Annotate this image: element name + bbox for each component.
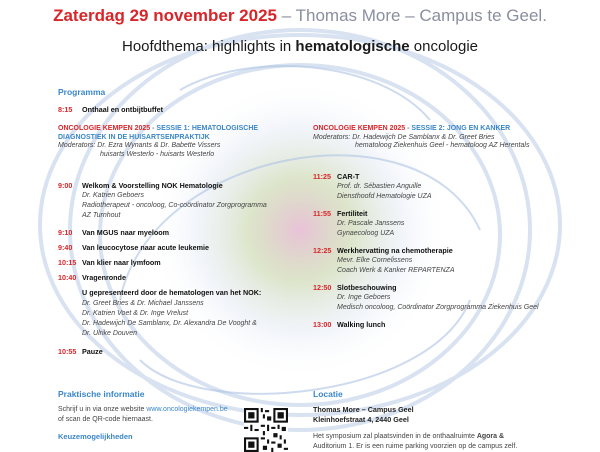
locatie-note: Het symposium zal plaatsvinden in de onthaalruimte Agora &: [313, 433, 505, 440]
locatie-note-line2: Auditorium 1. Er is een ruime parking voorzien op de campus zelf.: [313, 443, 518, 450]
session1-header: [58, 125, 258, 159]
praktisch-line2: of scan de QR-code hiernaast.: [58, 416, 153, 423]
locatie-name: Thomas More – Campus Geel: [313, 405, 414, 414]
s2-item-speaker: Prof. dr. Sébastien Anguille: [337, 183, 422, 190]
s1-speakers-line: Dr. Greet Bries & Dr. Michael Janssens: [82, 300, 204, 307]
s2-item-role: Coach Werk & Kanker REPARTENZA: [337, 267, 455, 274]
event-headline: [0, 6, 600, 26]
session2-moderators: Moderators: Dr. Hadewijch De Samblanx & Dr. Greet Bries: [313, 133, 495, 141]
s2-item-role: Medisch oncoloog, Coördinator Zorgprogramma Ziekenhuis Geel: [337, 304, 539, 311]
opening-time: 8:15: [58, 105, 73, 114]
s2-item-role: Diensthoofd Hematologie UZA: [337, 193, 432, 200]
session2-header: [313, 125, 529, 151]
session1-moderators-affil: huisarts Westerlo - huisarts Westerlo: [100, 150, 215, 158]
s1-speakers-line: Dr. Hadewijch De Samblanx, Dr. Alexandra De Vooght &: [82, 320, 257, 327]
session1-title-red: ONCOLOGIE KEMPEN 2025: [58, 125, 151, 132]
theme-prefix: Hoofdthema: highlights in: [121, 38, 296, 55]
theme-bold: hematologische: [295, 38, 410, 55]
s2-item-speaker: Mevr. Elke Cornelissens: [337, 257, 413, 264]
praktisch-title: Praktische informatie: [58, 389, 145, 399]
opening-text: Onthaal en ontbijtbuffet: [82, 105, 164, 114]
locatie-address: Kleinhoefstraat 4, 2440 Geel: [313, 415, 409, 424]
s1-item-affil: AZ Turnhout: [82, 212, 121, 219]
main-theme: [0, 38, 600, 55]
website-link[interactable]: www.oncologiekempen.be: [146, 406, 228, 413]
event-place: – Thomas More – Campus te Geel.: [277, 6, 547, 25]
session2-moderators-affil: hematoloog Ziekenhuis Geel - hematoloog AZ Herentals: [355, 142, 530, 149]
s1-speakers-line: Dr. Ulrike Douven: [82, 330, 137, 337]
qr-code-icon[interactable]: [244, 408, 288, 452]
s1-item-speaker: Dr. Katrien Geboers: [82, 192, 144, 199]
session2-title-red: ONCOLOGIE KEMPEN 2025: [313, 125, 406, 132]
keuze-title: Keuzemogelijkheden: [58, 432, 133, 441]
session1-moderators: Moderators: Dr. Ezra Wynants & Dr. Babette Vissers: [58, 142, 221, 149]
s2-item-role: Gynaecoloog UZA: [337, 230, 395, 237]
session2-title-rest: - SESSIE 2: JONG EN KANKER: [405, 125, 511, 132]
session1-title-rest: - SESSIE 1: HEMATOLOGISCHE: [150, 125, 259, 132]
praktisch-line1: Schrijf u in via onze website www.oncologiekempen.be: [58, 406, 228, 413]
s1-speakers-line: Dr. Katrien Voet & Dr. Inge Vrelust: [82, 310, 189, 317]
s1-item-role: Radiotherapeut - oncoloog, Co-coördinator Zorgprogramma: [82, 202, 267, 209]
programma-title: Programma: [58, 87, 106, 97]
session1-title-line2: DIAGNOSTIEK IN DE HUISARTSENPRAKTIJK: [58, 133, 210, 141]
s2-item-speaker: Dr. Inge Geboers: [337, 294, 391, 301]
theme-suffix: oncologie: [409, 38, 479, 55]
event-date: Zaterdag 29 november 2025: [53, 6, 278, 25]
locatie-title: Locatie: [313, 389, 343, 399]
s2-item-speaker: Dr. Pascale Janssens: [337, 220, 405, 227]
